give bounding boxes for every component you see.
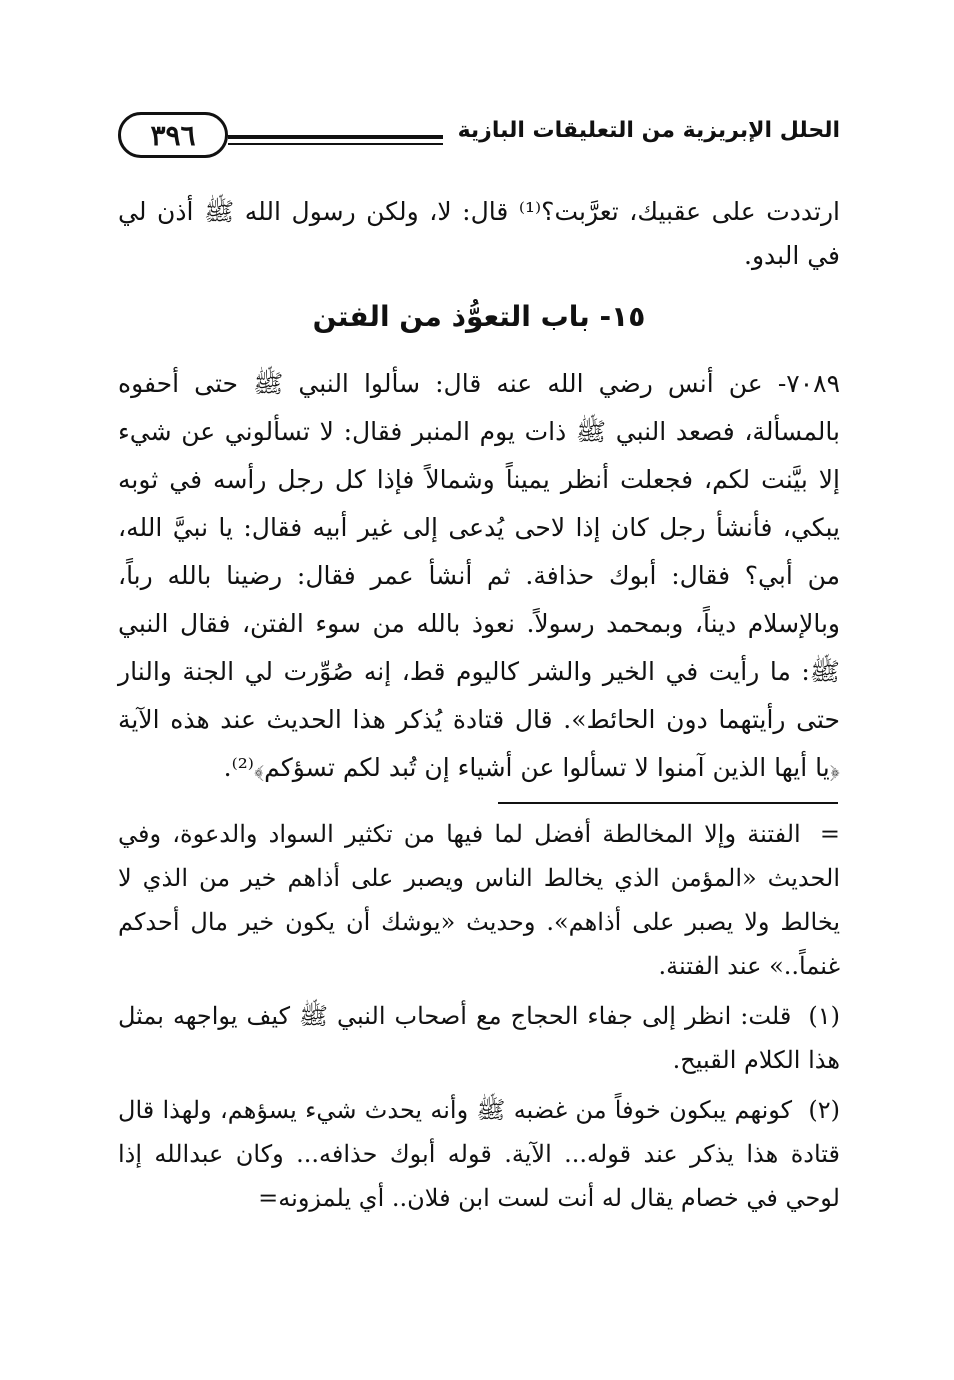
chapter-heading: ١٥- باب التعوُّذ من الفتن: [312, 300, 646, 333]
footnote-1: [118, 994, 840, 1082]
footnote-marker: (١): [808, 1002, 840, 1030]
header-rule-thin: [228, 143, 443, 145]
page-header: [118, 112, 840, 162]
footnote-marker: (٢): [808, 1096, 840, 1124]
footnote-marker: =: [819, 820, 840, 848]
footnote-text: كونهم يبكون خوفاً من غضبه ﷺ وأنه يحدث شيء يسؤهم، ولهذا قال قتادة هذا يذكر عند قوله... الآية. قوله أبوك حذافه... وكان عبدالله إذا لوحي في خصام يقال له أنت لست ابن فلان.. أي يلمزونه=: [118, 1096, 840, 1212]
footnote-text: قلت: انظر إلى جفاء الحجاج مع أصحاب النبي ﷺ كيف يواجهه بمثل هذا الكلام القبيح.: [118, 1002, 840, 1074]
footnote-separator: [498, 802, 838, 804]
footnote-text: الفتنة وإلا المخالطة أفضل لما فيها من تكثير السواد والدعوة، وفي الحديث «المؤمن الذي يخالط الناس ويصبر على أذاهم خير من الذي لا يخالط ولا يصبر على أذاهم». وحديث «يوشك أن يكون خير مال أحدكم غنماً..» عند الفتنة.: [118, 820, 840, 980]
footnote-2: [118, 1088, 840, 1220]
hadith-paragraph: ٧٠٨٩- عن أنس رضي الله عنه قال: سألوا النبي ﷺ حتى أحفوه بالمسألة، فصعد النبي ﷺ ذات يوم المنبر فقال: لا تسألوني عن شيء إلا بيَّنت لكم، فجعلت أنظر يميناً وشمالاً فإذا كل رجل رأسه في ثوبه يبكي، فأنشأ رجل كان إذا لاحى يُدعى إلى غير أبيه فقال: يا نبيَّ الله، من أبي؟ فقال: أبوك حذافة. ثم أنشأ عمر فقال: رضينا بالله رباً، وبالإسلام ديناً، وبمحمد رسولاً. نعوذ بالله من سوء الفتن، فقال النبي ﷺ: ما رأيت في الخير والشر كاليوم قط، إنه صُوِّرت لي الجنة والنار حتى رأيتهما دون الحائط». قال قتادة يُذكر هذا الحديث عند هذه الآية ﴿يا أيها الذين آمنوا لا تسألوا عن أشياء إن تُبد لكم تسؤكم﴾⁽²⁾.: [118, 369, 840, 782]
running-title: الحلل الإبريزية من التعليقات البازية: [457, 118, 840, 143]
footnote-continuation: [118, 812, 840, 988]
header-rule: [228, 135, 443, 139]
page-number: ٣٩٦: [118, 112, 228, 158]
paragraph-continuation: ارتددت على عقبيك، تعرَّبت؟⁽¹⁾ قال: لا، ولكن رسول الله ﷺ أذن لي في البدو.: [118, 197, 840, 270]
footnotes: [118, 812, 840, 1226]
